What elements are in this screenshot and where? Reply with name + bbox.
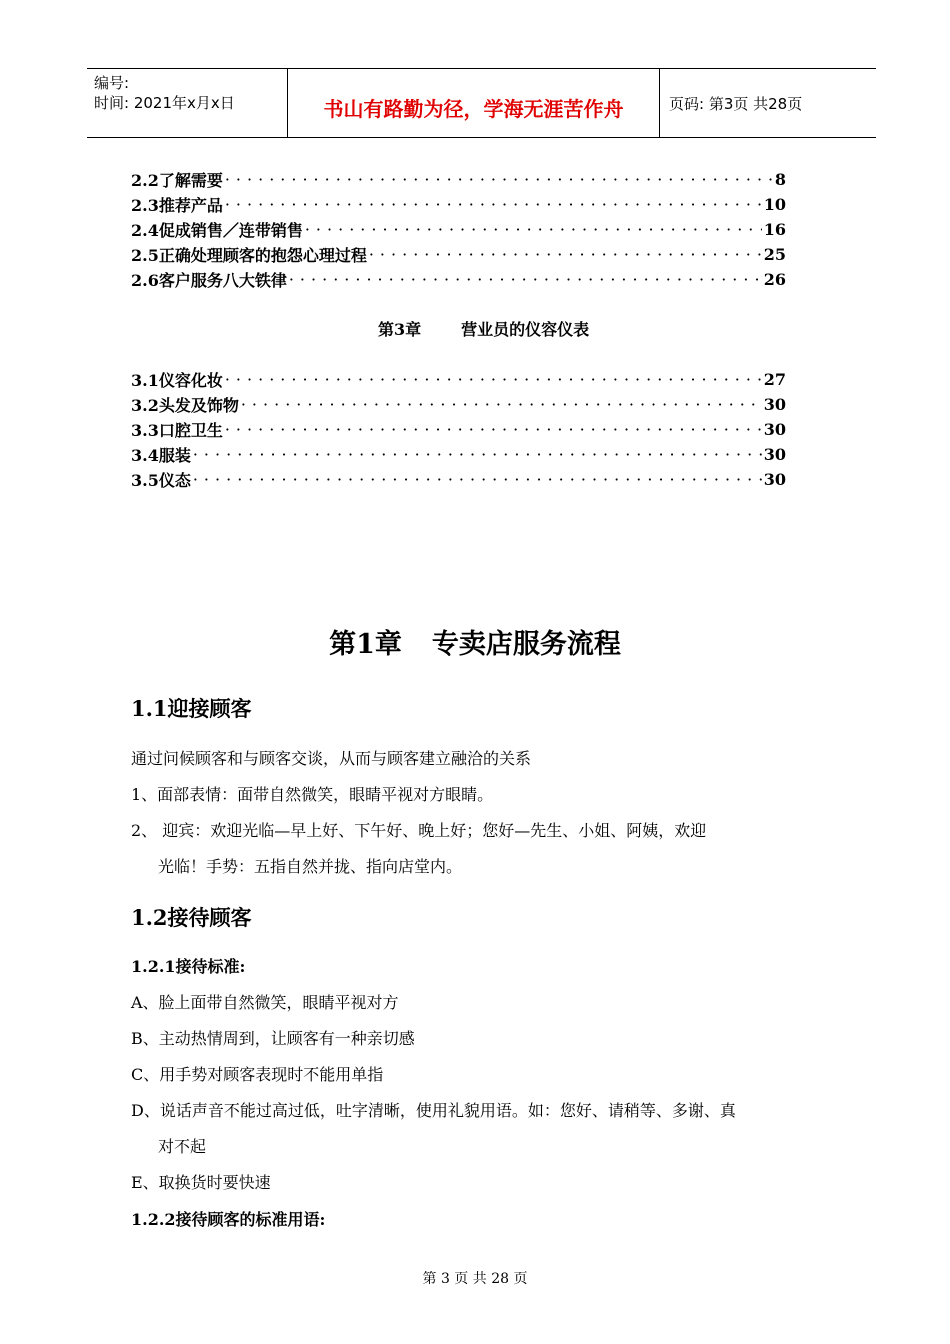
toc-entry-title: 2.5正确处理顾客的抱怨心理过程 [131, 245, 367, 265]
section-title-1-2: 1.2接待顾客 [131, 905, 252, 930]
toc-entry-title: 3.4服装 [131, 445, 191, 465]
toc-leader-dots [289, 270, 762, 289]
toc-entry-title: 3.1仪容化妆 [131, 370, 223, 390]
chapter-name: 专卖店服务流程 [431, 629, 621, 660]
toc-entry[interactable] [131, 243, 786, 265]
doc-date-label: 时间: 2021年x月x日 [94, 94, 235, 112]
section-title-1-1: 1.1迎接顾客 [131, 696, 252, 721]
toc-entry-page: 16 [763, 219, 786, 239]
toc-entry[interactable] [131, 218, 786, 240]
toc-leader-dots [193, 470, 762, 489]
toc-entry-title: 2.4促成销售／连带销售 [131, 220, 303, 240]
list-item-continuation: 对不起 [158, 1137, 207, 1156]
toc-entry-title: 2.6客户服务八大铁律 [131, 270, 287, 290]
page-header [87, 68, 876, 138]
toc-leader-dots [225, 170, 773, 189]
toc-entry[interactable] [131, 193, 786, 215]
chapter-number: 第1章 [329, 629, 402, 660]
toc-entry[interactable] [131, 368, 786, 390]
list-item: D、说话声音不能过高过低，吐字清晰，使用礼貌用语。如：您好、请稍等、多谢、真 [131, 1101, 736, 1120]
list-item: A、脸上面带自然微笑，眼睛平视对方 [131, 993, 399, 1012]
toc-entry-page: 30 [763, 419, 786, 439]
toc-entry-page: 26 [763, 269, 786, 289]
subsection-title-1-2-1: 1.2.1接待标准: [131, 957, 246, 976]
toc-leader-dots [241, 395, 762, 414]
toc-entry-page: 25 [763, 244, 786, 264]
toc-entry-title: 3.3口腔卫生 [131, 420, 223, 440]
toc-leader-dots [225, 420, 762, 439]
toc-leader-dots [369, 245, 762, 264]
list-item: 1、面部表情：面带自然微笑，眼睛平视对方眼睛。 [131, 785, 494, 804]
subsection-title-1-2-2: 1.2.2接待顾客的标准用语: [131, 1210, 326, 1229]
toc-leader-dots [225, 370, 762, 389]
paragraph: 通过问候顾客和与顾客交谈，从而与顾客建立融洽的关系 [131, 749, 532, 768]
header-motto-cell [288, 69, 660, 137]
toc-entry[interactable] [131, 393, 786, 415]
toc-entry[interactable] [131, 168, 786, 190]
toc-entry[interactable] [131, 268, 786, 290]
toc-chapter-heading[interactable] [378, 317, 589, 340]
toc-entry-page: 8 [774, 169, 786, 189]
toc-entry-page: 30 [763, 469, 786, 489]
toc-entry-title: 2.2了解需要 [131, 170, 223, 190]
toc-entry-title: 2.3推荐产品 [131, 195, 223, 215]
chapter-title [0, 622, 950, 661]
toc-entry-page: 30 [763, 394, 786, 414]
toc-leader-dots [305, 220, 762, 239]
header-motto: 书山有路勤为径，学海无涯苦作舟 [323, 97, 624, 121]
page-footer: 第 3 页 共 28 页 [422, 1271, 528, 1287]
toc-entry-title: 3.2头发及饰物 [131, 395, 239, 415]
toc-chapter-title: 营业员的仪容仪表 [461, 320, 590, 339]
header-meta-cell [87, 69, 288, 137]
toc-entry-page: 27 [763, 369, 786, 389]
toc-entry[interactable] [131, 443, 786, 465]
toc-leader-dots [225, 195, 762, 214]
toc-entry-page: 30 [763, 444, 786, 464]
header-page-cell [660, 69, 876, 137]
toc-leader-dots [193, 445, 762, 464]
header-page-label: 页码: 第3页 共28页 [669, 95, 803, 113]
list-item: 2、 迎宾：欢迎光临—早上好、下午好、晚上好；您好—先生、小姐、阿姨，欢迎 [131, 821, 707, 840]
list-item: C、用手势对顾客表现时不能用单指 [131, 1065, 384, 1084]
list-item: E、取换货时要快速 [131, 1173, 271, 1192]
toc-entry[interactable] [131, 468, 786, 490]
doc-number-label: 编号: [94, 74, 130, 92]
toc-entry-title: 3.5仪态 [131, 470, 191, 490]
list-item: B、主动热情周到，让顾客有一种亲切感 [131, 1029, 415, 1048]
toc-entry[interactable] [131, 418, 786, 440]
toc-chapter-number: 第3章 [378, 320, 422, 339]
list-item-continuation: 光临！手势：五指自然并拢、指向店堂内。 [158, 857, 463, 876]
toc-entry-page: 10 [763, 194, 786, 214]
